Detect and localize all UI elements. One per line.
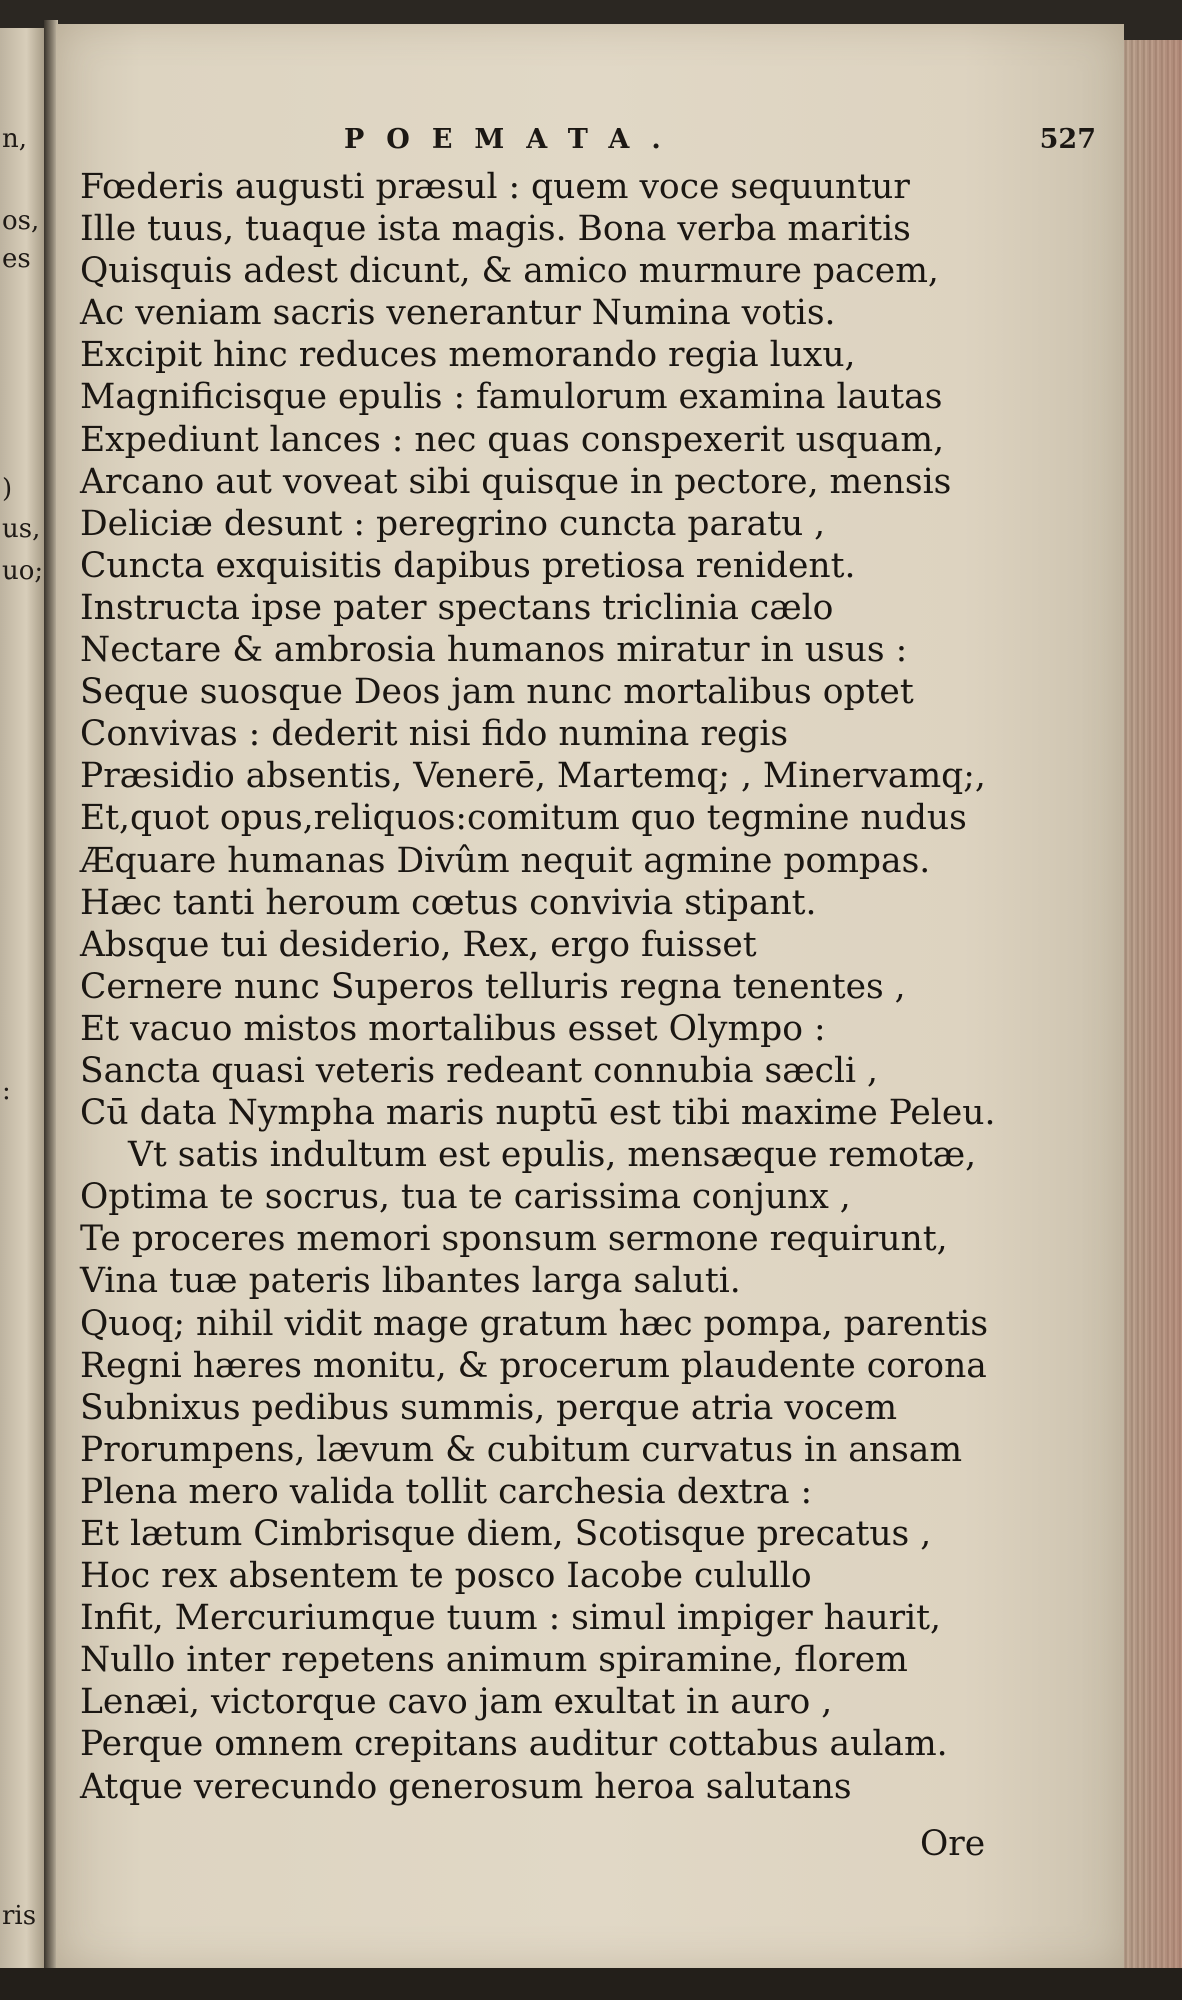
fore-edge — [1124, 40, 1182, 1970]
verse-line: Arcano aut voveat sibi quisque in pectore, mensis — [80, 461, 952, 502]
margin-fragment: os, — [2, 206, 40, 236]
left-page-edge — [0, 28, 46, 1973]
verse-line: Ac veniam sacris venerantur Numina votis. — [80, 293, 836, 334]
verse-line: Fœderis augusti præsul : quem voce sequuntur — [80, 167, 910, 207]
running-head — [56, 124, 1096, 164]
verse-line: Perque omnem crepitans auditur cottabus aulam. — [80, 1724, 948, 1765]
verse-line: Te proceres memori sponsum sermone requirunt, — [80, 1219, 948, 1260]
verse-line: Ille tuus, tuaque ista magis. Bona verba maritis — [80, 209, 911, 250]
verse-line: Et lætum Cimbrisque diem, Scotisque precatus , — [80, 1514, 932, 1554]
margin-fragment: es — [2, 244, 31, 274]
verse-line: Subnixus pedibus summis, perque atria vocem — [80, 1387, 898, 1428]
verse-line: Cū data Nympha maris nuptū est tibi maxime Peleu. — [80, 1093, 996, 1134]
catchword: Ore — [920, 1824, 986, 1864]
verse-line: Plena mero valida tollit carchesia dextra : — [80, 1471, 813, 1512]
verse-line: Nullo inter repetens animum spiramine, florem — [80, 1640, 908, 1681]
verse-line: Nectare & ambrosia humanos miratur in usus : — [80, 630, 908, 671]
verse-line: Vina tuæ pateris libantes larga saluti. — [80, 1261, 741, 1302]
margin-fragment: n, — [2, 124, 28, 154]
margin-fragment: ) — [2, 474, 13, 504]
verse-line: Et,quot opus,reliquos:comitum quo tegmine nudus — [80, 798, 967, 839]
verse-line: Deliciæ desunt : peregrino cuncta paratu , — [80, 503, 826, 544]
page-number: 527 — [1039, 124, 1096, 155]
verse-line: Et vacuo mistos mortalibus esset Olympo : — [80, 1008, 826, 1049]
verse-line: Excipit hinc reduces memorando regia luxu, — [80, 335, 856, 376]
margin-fragment: : — [2, 1076, 11, 1106]
verse-line: Optima te socrus, tua te carissima conjunx , — [80, 1177, 851, 1218]
verse-line: Præsidio absentis, Venerē, Martemq; , Minervamq;, — [80, 756, 986, 797]
verse-line: Hæc tanti heroum cœtus convivia stipant. — [80, 882, 817, 923]
verse-line: Prorumpens, lævum & cubitum curvatus in ansam — [80, 1429, 963, 1470]
verse-line: Seque suosque Deos jam nunc mortalibus optet — [80, 672, 914, 713]
verse-line: Quisquis adest dicunt, & amico murmure pacem, — [80, 251, 939, 292]
verse-line: Regni hæres monitu, & procerum plaudente corona — [80, 1345, 987, 1386]
verse-line: Æquare humanas Divûm nequit agmine pompas. — [80, 840, 931, 881]
verse-line: Sancta quasi veteris redeant connubia sæcli , — [80, 1050, 878, 1091]
verse-line: Lenæi, victorque cavo jam exultat in auro , — [80, 1682, 833, 1723]
margin-fragment: ris — [2, 1901, 37, 1931]
verse-line: Atque verecundo generosum heroa salutans — [80, 1766, 852, 1807]
margin-fragment: us, — [2, 514, 41, 544]
fore-edge-tint — [1124, 40, 1182, 1970]
verse-line: Vt satis indultum est epulis, mensæque remotæ, — [128, 1135, 977, 1176]
verse-line: Convivas : dederit nisi fido numina regis — [80, 714, 789, 755]
verse-line: Absque tui desiderio, Rex, ergo fuisset — [80, 924, 757, 965]
verse-line: Magnificisque epulis : famulorum examina lautas — [80, 377, 943, 418]
verse-line: Cernere nunc Superos telluris regna tenentes , — [80, 966, 906, 1007]
verse-line: Cuncta exquisitis dapibus pretiosa renident. — [80, 545, 856, 586]
bottom-shadow — [0, 1968, 1182, 2000]
margin-fragment: uo; — [2, 556, 44, 586]
verse-line: Infit, Mercuriumque tuum : simul impiger haurit, — [80, 1598, 942, 1639]
verse-line: Quoq; nihil vidit mage gratum hæc pompa, parentis — [80, 1303, 989, 1344]
verse-line: Hoc rex absentem te posco Iacobe culullo — [80, 1556, 812, 1597]
verse-line: Instructa ipse pater spectans triclinia cælo — [80, 587, 834, 628]
verse-line: Expediunt lances : nec quas conspexerit usquam, — [80, 419, 945, 460]
page — [56, 24, 1124, 1968]
poem-text — [80, 166, 1070, 1808]
running-title: POEMATA. — [344, 124, 683, 155]
